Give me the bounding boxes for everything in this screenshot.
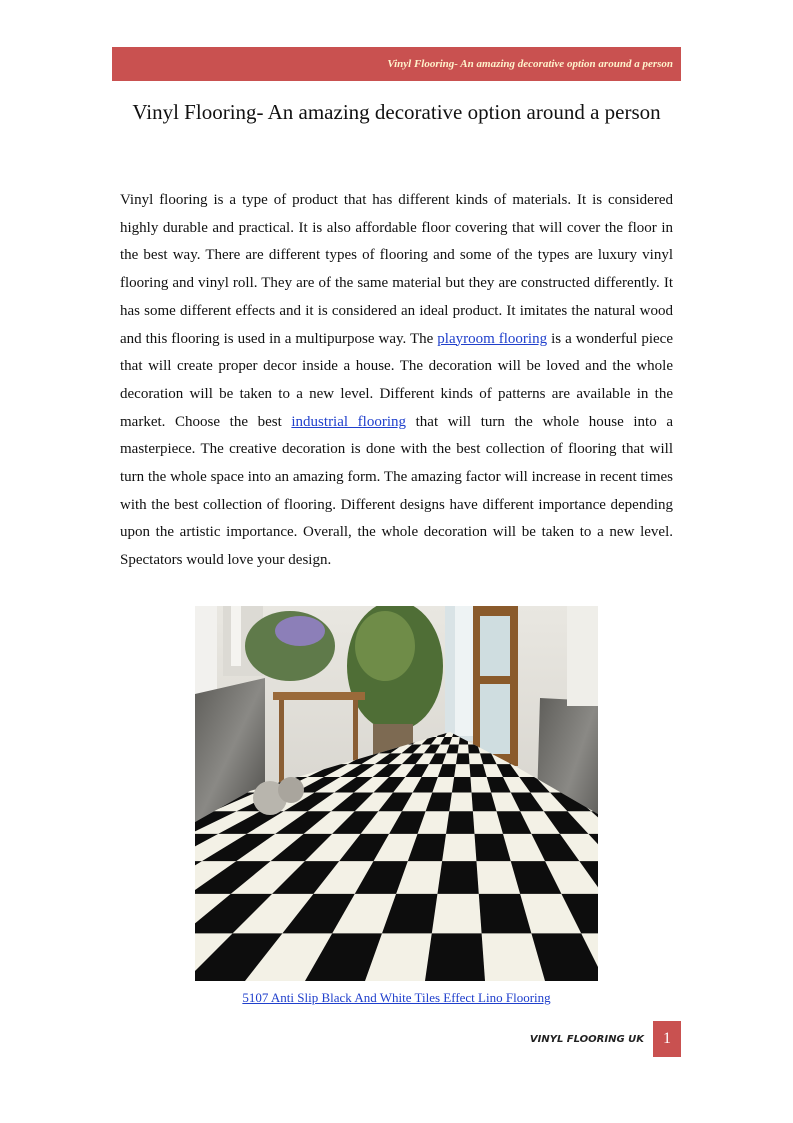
paragraph-text-3: that will turn the whole house into a masterpiece. The creative decoration is done with the best collection of flooring that will turn the whole space into an amazing form. The amazing factor will increase in recent times with the best collection of flooring. Different designs have different importance depending upon the artistic importance. Overall, the whole decoration will be taken to a new level. Spectators would love your design. [120,413,673,569]
image-caption-link[interactable]: 5107 Anti Slip Black And White Tiles Effect Lino Flooring [242,990,551,1005]
paragraph-text-1: Vinyl flooring is a type of product that has different kinds of materials. It is considered highly durable and practical. It is also affordable floor covering that will cover the floor in the best way. There are different types of flooring and some of the types are luxury vinyl flooring and vinyl roll. They are of the same material but they are constructed differently. It has some different effects and it is considered an ideal product. It imitates the natural wood and this flooring is used in a multipurpose way. The [120,192,673,347]
footer-label: VINYL FLOORING UK [529,1034,644,1045]
playroom-flooring-link[interactable]: playroom flooring [437,330,548,347]
flooring-photo [195,606,598,981]
image-caption [0,990,793,1006]
industrial-flooring-link[interactable]: industrial flooring [291,413,407,430]
floor-tile [446,811,474,834]
header-band [112,47,681,81]
floor-tile [425,933,485,981]
body-paragraph [120,187,673,575]
paragraph-text-2: is a wonderful piece that will create proper decor inside a house. The decoration will be loved and the whole decoration will be taken to a new level. Different kinds of patterns are available in the market. Choose the best [120,330,673,430]
floor-tile [452,777,472,793]
flooring-photo-illustration [195,606,598,981]
floor-tile [456,753,470,764]
running-header: Vinyl Flooring- An amazing decorative option around a person [387,58,673,70]
page-number: 1 [653,1021,681,1057]
floor-tile [437,861,478,894]
page-title: Vinyl Flooring- An amazing decorative option around a person [132,100,661,124]
